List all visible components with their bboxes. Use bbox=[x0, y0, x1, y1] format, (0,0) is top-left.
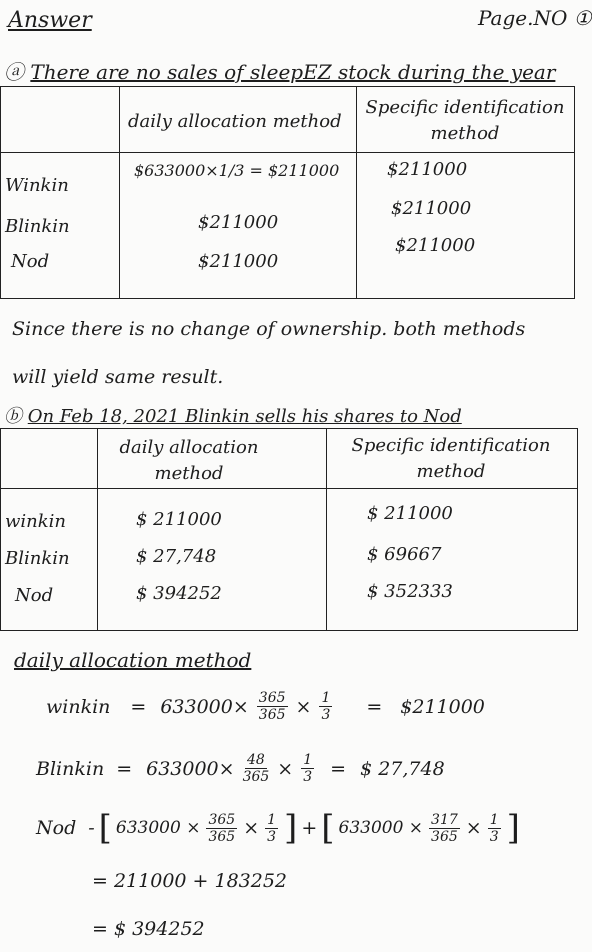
part-b-specific-winkin: $ 211000 bbox=[367, 503, 453, 524]
part-a-heading bbox=[4, 56, 555, 85]
calc-nod-frac-days-1 bbox=[206, 812, 237, 845]
part-b-daily-winkin: $ 211000 bbox=[136, 509, 222, 530]
calc-blinkin-line bbox=[36, 752, 445, 785]
calc-nod-days-den-1: 365 bbox=[208, 828, 236, 845]
part-a-col-specific bbox=[357, 87, 575, 153]
part-b-name-blinkin: Blinkin bbox=[5, 548, 70, 569]
calc-blinkin-eq: = bbox=[116, 757, 133, 780]
calc-nod-base-2: 633000 × bbox=[338, 818, 424, 838]
part-a-note-line1: Since there is no change of ownership. both methods bbox=[12, 318, 526, 340]
part-a-name-blinkin: Blinkin bbox=[5, 216, 70, 237]
part-a-name-nod: Nod bbox=[11, 251, 50, 272]
part-b-name-nod: Nod bbox=[15, 585, 54, 606]
calc-blinkin-days-den: 365 bbox=[242, 769, 270, 785]
part-a-specific-blinkin: $211000 bbox=[391, 198, 472, 219]
part-b-specific-nod: $ 352333 bbox=[367, 581, 453, 602]
part-a-table bbox=[0, 86, 575, 299]
calc-title: daily allocation method bbox=[14, 648, 252, 672]
calc-nod-bracket-close-1: ] bbox=[284, 808, 298, 848]
part-a-daily-blinkin: $211000 bbox=[198, 212, 279, 233]
part-b-daily-blinkin: $ 27,748 bbox=[136, 546, 217, 567]
part-b-names-cell bbox=[1, 489, 98, 631]
calc-nod-times-2: × bbox=[465, 817, 482, 839]
calc-step-1: = 211000 + 183252 bbox=[92, 870, 288, 892]
part-a-names-cell bbox=[1, 153, 120, 299]
calc-blinkin-times: × bbox=[277, 757, 294, 780]
part-a-specific-nod: $211000 bbox=[395, 235, 476, 256]
calc-winkin-result: $211000 bbox=[400, 695, 485, 718]
calc-winkin-frac-share bbox=[319, 690, 332, 723]
calc-winkin-days-den: 365 bbox=[258, 707, 286, 723]
calc-nod-days-num-2: 317 bbox=[431, 811, 458, 828]
part-a-note-line2: will yield same result. bbox=[12, 366, 224, 388]
part-a-col-daily bbox=[120, 87, 357, 153]
calc-winkin-share-den: 3 bbox=[321, 707, 331, 723]
part-b-col-daily bbox=[98, 429, 327, 489]
calc-nod-line bbox=[36, 808, 520, 848]
part-b-header-row bbox=[1, 429, 578, 489]
part-a-specific-winkin: $211000 bbox=[387, 159, 468, 180]
part-a-marker: ⓐ bbox=[4, 60, 24, 84]
calc-blinkin-days-num: 48 bbox=[247, 752, 265, 768]
calc-blinkin-eq2: = bbox=[330, 757, 347, 780]
answer-heading: Answer bbox=[8, 8, 92, 33]
calc-nod-frac-share-2 bbox=[488, 812, 501, 845]
part-b-specific-cell bbox=[327, 489, 578, 631]
calc-nod-dash: - bbox=[88, 817, 95, 839]
calc-nod-bracket-close-2: ] bbox=[506, 808, 520, 848]
part-b-col-specific-label: Specific identification method bbox=[351, 435, 551, 482]
calc-winkin-times: × bbox=[295, 695, 312, 718]
part-a-daily-winkin: $633000×1/3 = $211000 bbox=[134, 161, 340, 180]
calc-winkin-eq2: = bbox=[366, 695, 383, 718]
part-b-body-row bbox=[1, 489, 578, 631]
part-b-daily-nod: $ 394252 bbox=[136, 583, 222, 604]
calc-nod-times-1: × bbox=[243, 817, 260, 839]
calc-blinkin-share-den: 3 bbox=[303, 769, 313, 785]
part-a-daily-nod: $211000 bbox=[198, 251, 279, 272]
calc-blinkin-share-num: 1 bbox=[303, 752, 313, 768]
calc-step-2: = $ 394252 bbox=[92, 918, 205, 940]
calc-winkin-eq: = bbox=[130, 695, 147, 718]
part-b-daily-cell bbox=[98, 489, 327, 631]
part-a-daily-cell bbox=[120, 153, 357, 299]
part-b-specific-blinkin: $ 69667 bbox=[367, 544, 442, 565]
calc-nod-bracket-open-2: [ bbox=[321, 808, 335, 848]
calc-nod-share-den-1: 3 bbox=[267, 828, 277, 845]
calc-winkin-share-num: 1 bbox=[321, 690, 331, 706]
calc-winkin-line bbox=[46, 690, 485, 723]
calc-blinkin-label: Blinkin bbox=[36, 757, 105, 780]
page-number: Page.NO ① bbox=[478, 6, 592, 30]
calc-nod-bracket-open-1: [ bbox=[98, 808, 112, 848]
calc-winkin-frac-days bbox=[257, 690, 288, 723]
calc-nod-share-num-1: 1 bbox=[267, 811, 277, 828]
calc-nod-days-num-1: 365 bbox=[208, 811, 236, 828]
part-b-table bbox=[0, 428, 578, 631]
calc-nod-days-den-2: 365 bbox=[431, 828, 458, 845]
calc-nod-plus: + bbox=[301, 817, 318, 839]
part-b-header-blank bbox=[1, 429, 98, 489]
part-a-heading-text: There are no sales of sleepEZ stock during the year bbox=[30, 60, 556, 84]
part-b-heading bbox=[4, 402, 462, 428]
calc-blinkin-result: $ 27,748 bbox=[360, 757, 445, 780]
part-a-col-daily-label: daily allocation method bbox=[128, 111, 342, 132]
calc-nod-label: Nod bbox=[36, 817, 77, 839]
part-a-header-row bbox=[1, 87, 575, 153]
calc-nod-share-num-2: 1 bbox=[489, 811, 499, 828]
calc-winkin-label: winkin bbox=[46, 695, 111, 718]
calc-nod-frac-days-2 bbox=[429, 812, 460, 845]
calc-blinkin-base: 633000× bbox=[146, 757, 235, 780]
calc-nod-frac-share-1 bbox=[265, 812, 278, 845]
part-a-col-specific-label: Specific identification method bbox=[365, 97, 565, 144]
calc-blinkin-frac-days bbox=[243, 752, 270, 785]
part-b-name-winkin: winkin bbox=[5, 511, 67, 532]
part-a-specific-cell bbox=[357, 153, 575, 299]
part-a-name-winkin: Winkin bbox=[5, 175, 69, 196]
calc-winkin-days-num: 365 bbox=[258, 690, 286, 706]
calc-nod-share-den-2: 3 bbox=[489, 828, 499, 845]
part-a-header-blank bbox=[1, 87, 120, 153]
part-b-col-specific bbox=[327, 429, 578, 489]
part-b-col-daily-label: daily allocation method bbox=[119, 437, 259, 484]
calc-blinkin-frac-share bbox=[301, 752, 314, 785]
calc-winkin-base: 633000× bbox=[160, 695, 249, 718]
part-b-marker: ⓑ bbox=[4, 406, 22, 427]
part-b-heading-text: On Feb 18, 2021 Blinkin sells his shares to Nod bbox=[27, 406, 462, 427]
part-a-body-row bbox=[1, 153, 575, 299]
calc-nod-base-1: 633000 × bbox=[115, 818, 201, 838]
